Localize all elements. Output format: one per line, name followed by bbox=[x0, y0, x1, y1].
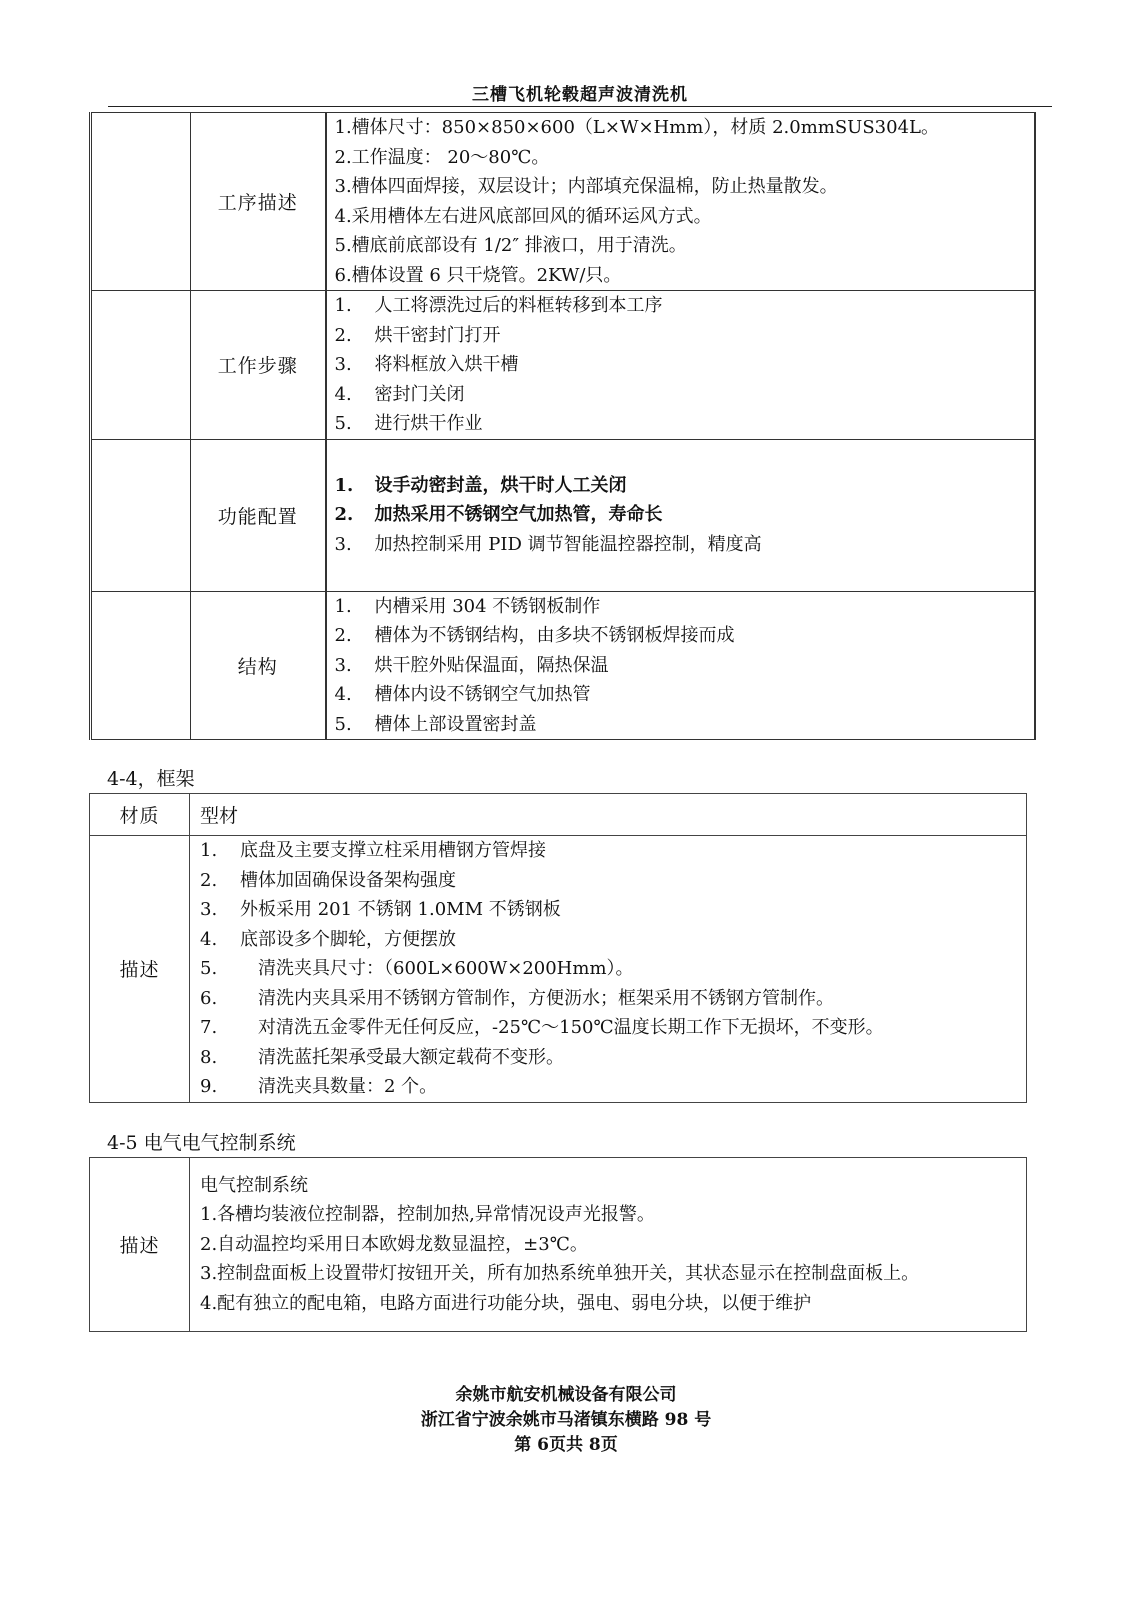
list-item: 3.控制盘面板上设置带灯按钮开关，所有加热系统单独开关，其状态显示在控制盘面板上。 bbox=[200, 1263, 920, 1285]
list-item: 4.采用槽体左右进风底部回风的循环运风方式。 bbox=[334, 205, 712, 227]
list-item: 4. 密封门关闭 bbox=[334, 383, 465, 405]
row-label-function-config: 功能配置 bbox=[191, 439, 326, 591]
list-item: 5. 进行烘干作业 bbox=[334, 413, 483, 434]
list-item: 3.槽体四面焊接，双层设计；内部填充保温棉，防止热量散发。 bbox=[334, 176, 838, 197]
list-item: 电气控制系统 bbox=[200, 1174, 308, 1196]
list-item: 3. 加热控制采用 PID 调节智能温控器控制，精度高 bbox=[334, 533, 762, 555]
list-item: 9. 清洗夹具数量：2 个。 bbox=[200, 1076, 438, 1097]
structure-content bbox=[326, 591, 1035, 740]
document-title: 三槽飞机轮毂超声波清洗机 bbox=[472, 85, 688, 105]
list-item: 2. 槽体加固确保设备架构强度 bbox=[200, 869, 456, 891]
frame-table bbox=[89, 793, 1027, 1103]
list-item: 2. 烘干密封门打开 bbox=[334, 324, 501, 346]
row-label-process-desc: 工序描述 bbox=[191, 113, 326, 291]
list-item: 1. 内槽采用 304 不锈钢板制作 bbox=[334, 595, 601, 617]
table-row bbox=[91, 591, 1035, 740]
frame-description-content bbox=[190, 836, 1027, 1103]
list-item: 3. 将料框放入烘干槽 bbox=[334, 354, 519, 375]
list-item: 3. 烘干腔外贴保温面，隔热保温 bbox=[334, 654, 609, 676]
list-item: 5. 清洗夹具尺寸：（600L×600W×200Hmm）。 bbox=[200, 958, 634, 979]
row-label-structure: 结构 bbox=[191, 591, 326, 740]
list-item: 1. 设手动密封盖，烘干时人工关闭 bbox=[334, 474, 627, 496]
table-row bbox=[91, 439, 1035, 591]
section-title-frame: 4-4，框架 bbox=[107, 768, 195, 790]
electrical-table bbox=[89, 1157, 1027, 1332]
list-item: 5.槽底前底部设有 1/2″ 排液口，用于清洗。 bbox=[334, 235, 687, 256]
list-item: 7. 对清洗五金零件无任何反应，-25℃～150℃温度长期工作下无损坏，不变形。 bbox=[200, 1017, 884, 1038]
list-item: 1.各槽均装液位控制器，控制加热,异常情况设声光报警。 bbox=[200, 1204, 655, 1226]
table-row bbox=[90, 1158, 1027, 1332]
electrical-description-content bbox=[190, 1158, 1027, 1332]
footer-company: 余姚市航安机械设备有限公司 bbox=[455, 1385, 677, 1405]
list-item: 2.工作温度： 20～80℃。 bbox=[334, 146, 550, 168]
list-item: 4. 槽体内设不锈钢空气加热管 bbox=[334, 684, 591, 705]
table-row bbox=[91, 291, 1035, 440]
list-item: 3. 外板采用 201 不锈钢 1.0MM 不锈钢板 bbox=[200, 899, 561, 920]
row-label-work-steps: 工作步骤 bbox=[191, 291, 326, 440]
list-item: 5. 槽体上部设置密封盖 bbox=[334, 713, 537, 735]
list-item: 1. 人工将漂洗过后的料框转移到本工序 bbox=[334, 295, 663, 316]
list-item: 1.槽体尺寸：850×850×600（L×W×Hmm），材质 2.0mmSUS304L。 bbox=[334, 117, 939, 138]
table-row bbox=[90, 794, 1027, 836]
section-title-electrical: 4-5 电气电气控制系统 bbox=[107, 1132, 296, 1154]
work-steps-content bbox=[326, 291, 1035, 440]
list-item: 2. 加热采用不锈钢空气加热管，寿命长 bbox=[334, 504, 663, 526]
list-item: 6.槽体设置 6 只干烧管。2KW/只。 bbox=[334, 264, 622, 286]
function-config-content bbox=[326, 439, 1035, 591]
list-item: 4.配有独立的配电箱，电路方面进行功能分块，强电、弱电分块，以便于维护 bbox=[200, 1292, 812, 1314]
page-header bbox=[108, 76, 1052, 107]
table-row bbox=[90, 836, 1027, 1103]
table-row bbox=[91, 113, 1035, 291]
blank-cell bbox=[91, 591, 191, 740]
blank-cell bbox=[91, 439, 191, 591]
material-label: 材质 bbox=[90, 794, 190, 836]
footer-page-number: 第 6页共 8页 bbox=[514, 1435, 618, 1455]
blank-cell bbox=[91, 113, 191, 291]
list-item: 1. 底盘及主要支撑立柱采用槽钢方管焊接 bbox=[200, 840, 546, 861]
list-item: 2. 槽体为不锈钢结构，由多块不锈钢板焊接而成 bbox=[334, 625, 735, 646]
description-label: 描述 bbox=[90, 1158, 190, 1332]
material-value: 型材 bbox=[190, 794, 1027, 836]
process-desc-content bbox=[326, 113, 1035, 291]
description-label: 描述 bbox=[90, 836, 190, 1103]
list-item: 6. 清洗内夹具采用不锈钢方管制作，方便沥水；框架采用不锈钢方管制作。 bbox=[200, 987, 834, 1009]
process-table bbox=[89, 112, 1036, 740]
footer-address: 浙江省宁波余姚市马渚镇东横路 98 号 bbox=[420, 1410, 712, 1430]
blank-cell bbox=[91, 291, 191, 440]
list-item: 8. 清洗蓝托架承受最大额定载荷不变形。 bbox=[200, 1046, 564, 1068]
list-item: 4. 底部设多个脚轮，方便摆放 bbox=[200, 928, 456, 950]
list-item: 2.自动温控均采用日本欧姆龙数显温控，±3℃。 bbox=[200, 1233, 588, 1255]
